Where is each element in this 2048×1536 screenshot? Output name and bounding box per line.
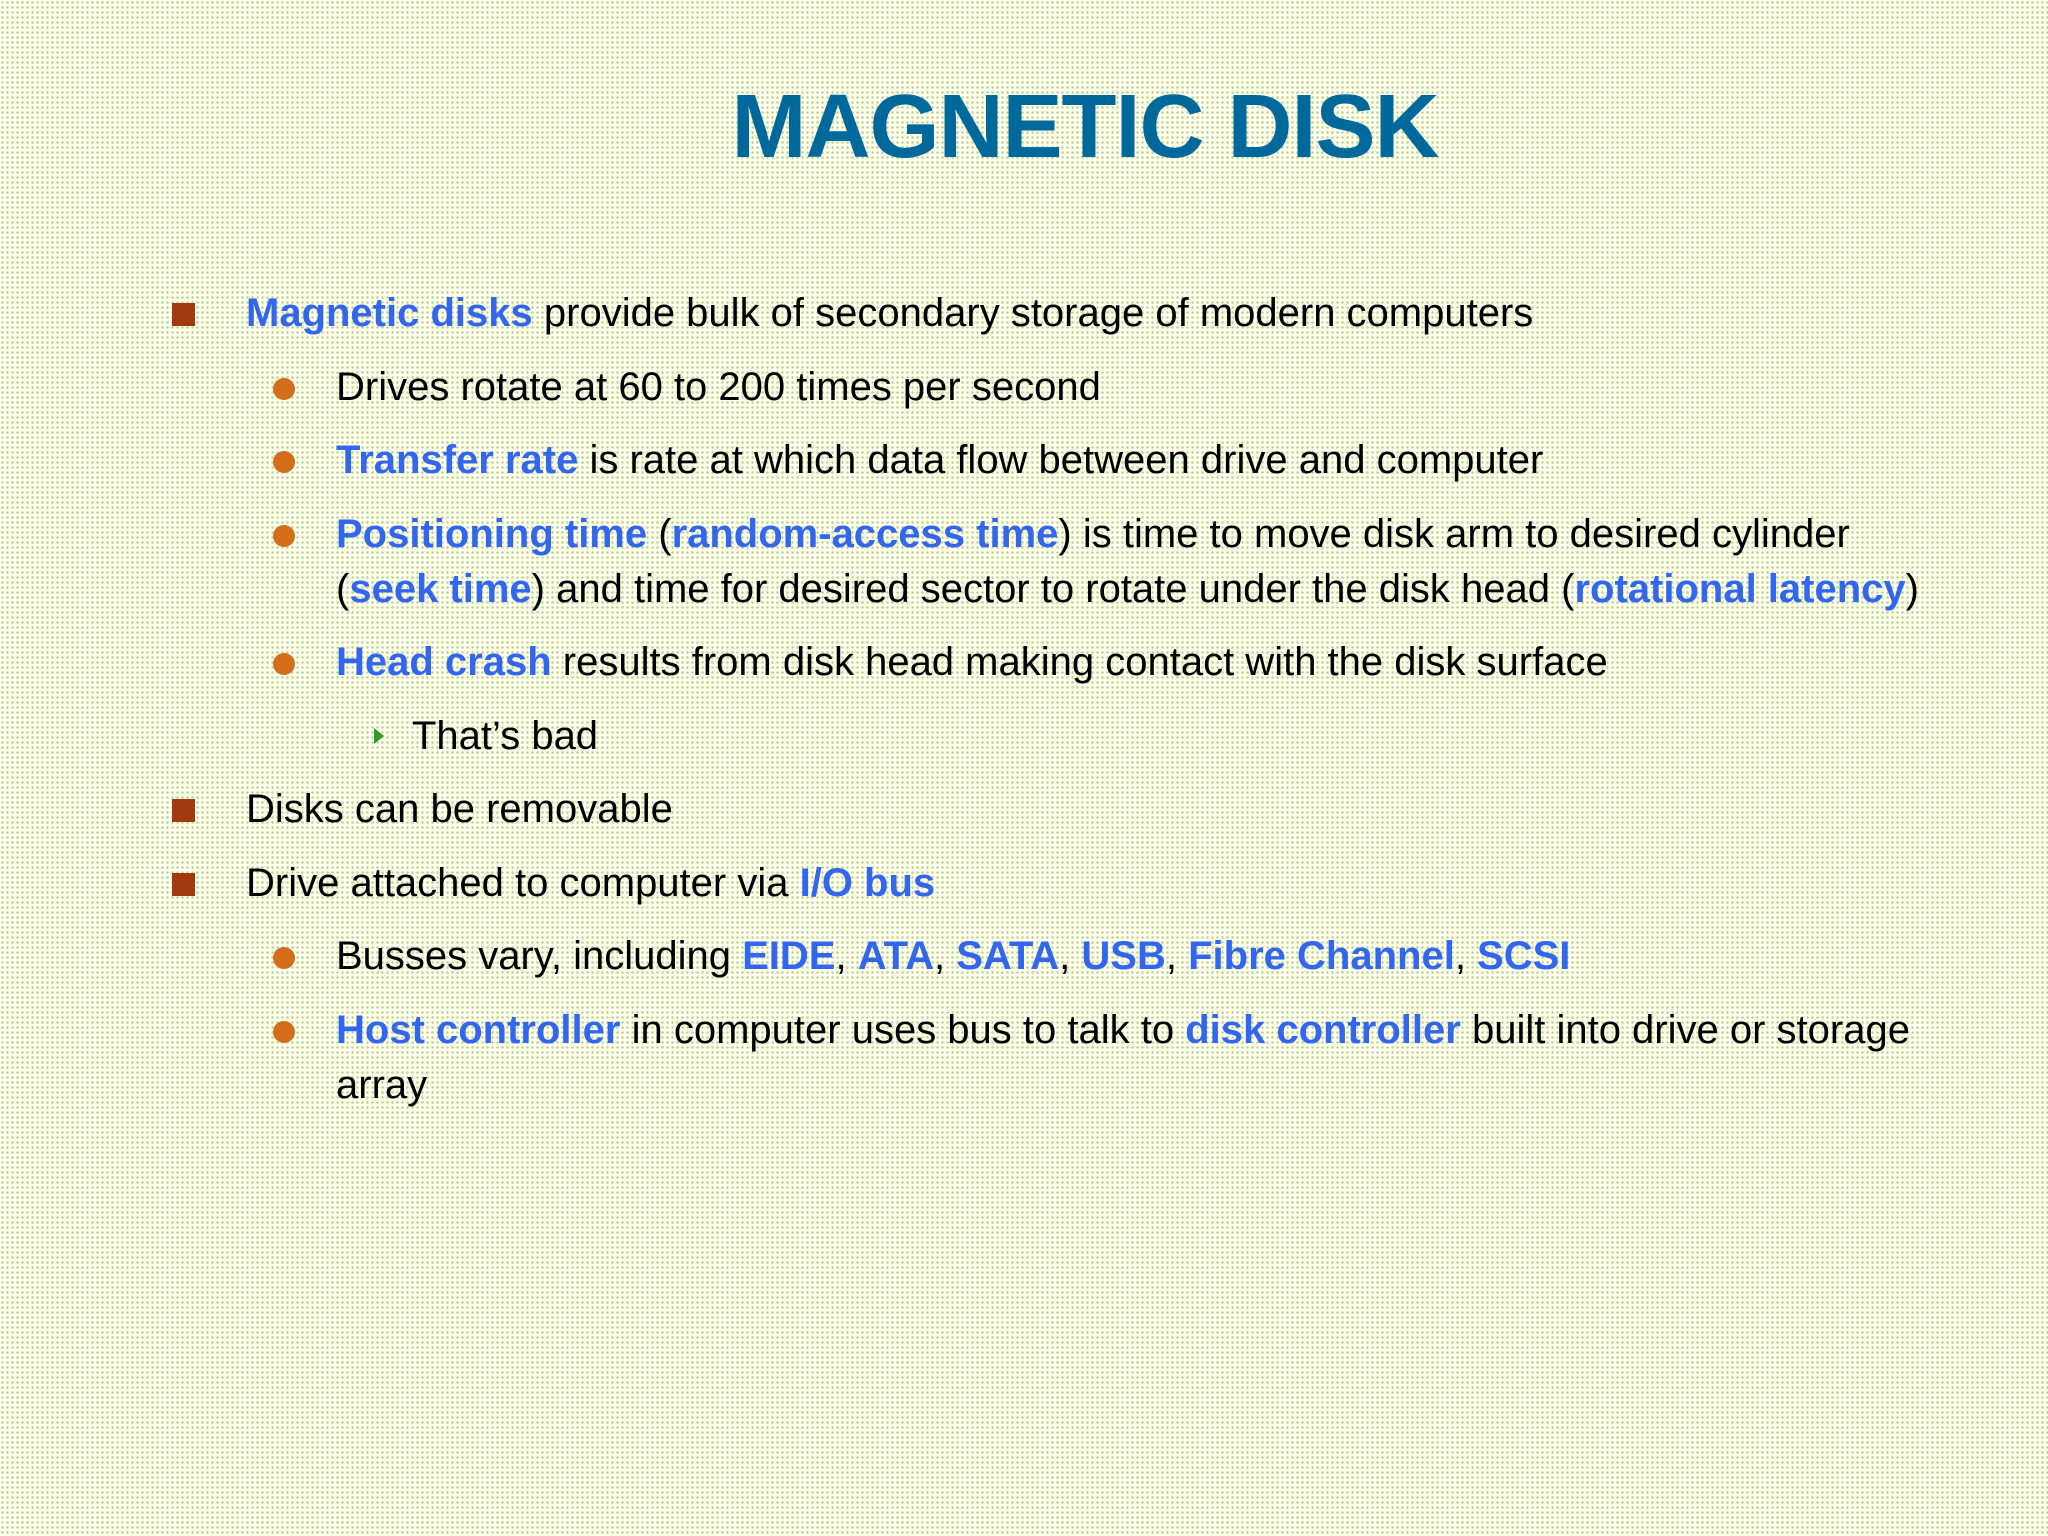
text-segment: Disks can be removable (246, 787, 673, 831)
bullet-text (336, 512, 1919, 611)
bullet-item-level-2 (0, 360, 1936, 415)
bullet-item-level-2 (0, 507, 1936, 617)
square-bullet-icon (172, 873, 195, 896)
highlighted-term: I/O bus (799, 860, 936, 905)
bullet-item-level-1 (0, 856, 1946, 911)
text-segment: Drive attached to computer via (246, 860, 800, 905)
text-segment: , (1059, 934, 1082, 978)
circle-bullet-icon (273, 947, 295, 969)
text-segment: ) and time for desired sector to rotate under the disk head ( (531, 566, 1575, 611)
text-segment: Busses vary, including (336, 934, 743, 978)
text-segment: ( (647, 511, 672, 556)
highlighted-term: Magnetic disks (246, 291, 533, 335)
bullet-text (336, 1008, 1910, 1107)
bullet-text (336, 438, 1543, 482)
bullet-item-level-2 (0, 1003, 1936, 1113)
circle-bullet-icon (273, 653, 295, 675)
text-segment: , (1454, 934, 1478, 978)
slide-title: MAGNETIC DISK (731, 77, 1439, 177)
text-segment: ) is time to move disk arm to desired cylinder ( (336, 511, 1850, 611)
text-segment: , (1165, 934, 1189, 978)
bullet-text (246, 291, 1533, 335)
highlighted-term: disk controller (1185, 1007, 1461, 1052)
circle-bullet-icon (273, 525, 295, 547)
highlighted-term: EIDE (742, 934, 836, 978)
highlighted-term: Positioning time (336, 511, 648, 556)
bullet-text (412, 714, 598, 758)
bullet-list (0, 286, 2048, 1131)
text-segment: built into drive or storage array (336, 1007, 1910, 1107)
triangle-bullet-icon (374, 728, 384, 744)
bullet-item-level-2 (0, 929, 1936, 984)
circle-bullet-icon (273, 378, 295, 400)
bullet-text (246, 861, 935, 905)
text-segment: , (934, 934, 957, 978)
highlighted-term: Transfer rate (336, 438, 579, 482)
text-segment: in computer uses bus to talk to (620, 1007, 1186, 1052)
highlighted-term: ATA (857, 934, 934, 978)
square-bullet-icon (172, 303, 195, 326)
bullet-item-level-3 (0, 709, 1912, 764)
text-segment: provide bulk of secondary storage of modern computers (532, 291, 1534, 335)
highlighted-term: Host controller (336, 1007, 621, 1052)
highlighted-term: USB (1081, 934, 1166, 978)
text-segment: ) (1905, 566, 1919, 611)
highlighted-term: Head crash (336, 640, 552, 684)
highlighted-term: rotational latency (1574, 566, 1906, 611)
bullet-item-level-2 (0, 635, 1936, 690)
text-segment: , (835, 934, 858, 978)
text-segment: That’s bad (412, 713, 599, 758)
circle-bullet-icon (273, 451, 295, 473)
bullet-item-level-2 (0, 433, 1936, 488)
bullet-text (246, 787, 673, 831)
text-segment: results from disk head making contact with the disk surface (551, 640, 1608, 684)
bullet-text (336, 934, 1570, 978)
highlighted-term: seek time (349, 566, 532, 611)
highlighted-term: SATA (956, 934, 1060, 978)
bullet-item-level-1 (0, 782, 1946, 837)
text-segment: Drives rotate at 60 to 200 times per second (336, 364, 1101, 409)
highlighted-term: random-access time (671, 511, 1059, 556)
bullet-text (336, 365, 1101, 409)
bullet-text (336, 640, 1608, 684)
square-bullet-icon (172, 799, 195, 822)
highlighted-term: SCSI (1477, 934, 1571, 978)
highlighted-term: Fibre Channel (1188, 934, 1455, 978)
circle-bullet-icon (273, 1021, 295, 1043)
text-segment: is rate at which data flow between drive and computer (578, 438, 1544, 482)
bullet-item-level-1 (0, 286, 1946, 341)
